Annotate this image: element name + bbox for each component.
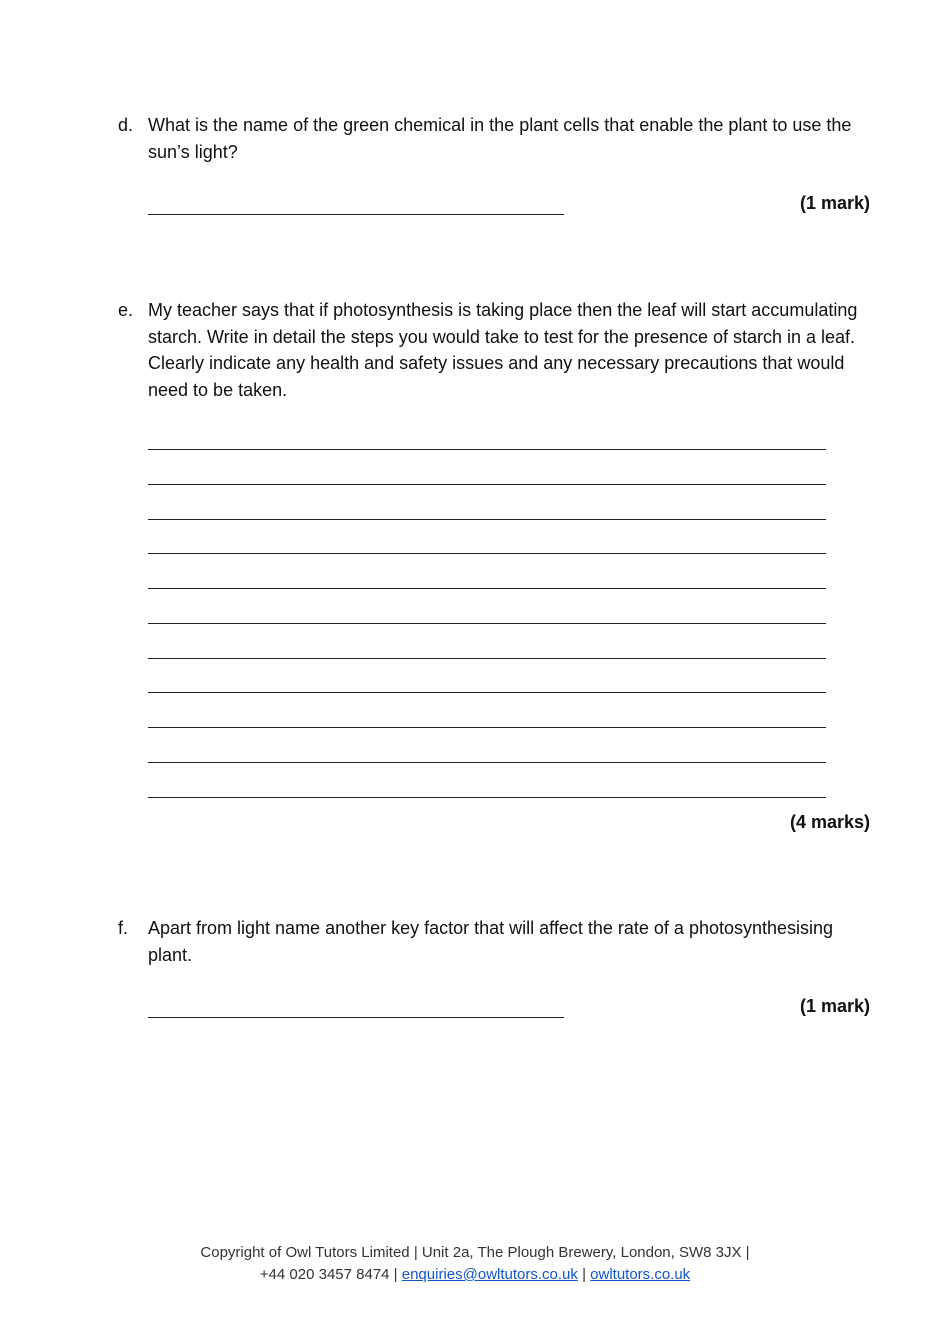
answer-line-e[interactable] xyxy=(148,692,826,693)
answer-line-e[interactable] xyxy=(148,727,826,728)
answer-line-e[interactable] xyxy=(148,658,826,659)
footer-contact xyxy=(0,1264,950,1286)
question-e-text: My teacher says that if photosynthesis is taking place then the leaf will start accumulating starch. Write in detail the steps you would take to test for the presence of starch in a leaf. Clearly indicate any health and safety issues and any necessary precautions that would need to be taken. xyxy=(148,300,858,400)
question-f-text: Apart from light name another key factor that will affect the rate of a photosynthesising plant. xyxy=(148,918,834,965)
marks-f: (1 mark) xyxy=(799,996,870,1016)
answer-line-e[interactable] xyxy=(148,484,826,485)
answer-line-e[interactable] xyxy=(148,762,826,763)
answer-line-e[interactable] xyxy=(148,519,826,520)
question-e-label: e. xyxy=(118,300,134,320)
question-d xyxy=(118,112,858,165)
question-f-label: f. xyxy=(118,918,129,938)
answer-line-e[interactable] xyxy=(148,449,826,450)
marks-e: (4 marks) xyxy=(789,812,870,832)
question-d-text: What is the name of the green chemical in the plant cells that enable the plant to use the sun’s light? xyxy=(148,115,852,162)
answer-line-f[interactable] xyxy=(148,1017,564,1018)
question-e xyxy=(118,297,858,403)
answer-line-e[interactable] xyxy=(148,623,826,624)
answer-line-e[interactable] xyxy=(148,797,826,798)
question-d-label: d. xyxy=(118,115,134,135)
footer-website-link[interactable]: owltutors.co.uk xyxy=(590,1266,691,1283)
answer-line-d[interactable] xyxy=(148,214,564,215)
footer-email-link[interactable]: enquiries@owltutors.co.uk xyxy=(401,1266,578,1283)
answer-line-e[interactable] xyxy=(148,588,826,589)
answer-line-e[interactable] xyxy=(148,553,826,554)
page-footer xyxy=(0,1242,950,1286)
question-f xyxy=(118,915,858,968)
marks-d: (1 mark) xyxy=(799,193,870,213)
footer-copyright: Copyright of Owl Tutors Limited | Unit 2a, The Plough Brewery, London, SW8 3JX | xyxy=(200,1244,750,1261)
footer-separator: | xyxy=(582,1266,586,1283)
footer-phone: +44 020 3457 8474 | xyxy=(259,1266,398,1283)
